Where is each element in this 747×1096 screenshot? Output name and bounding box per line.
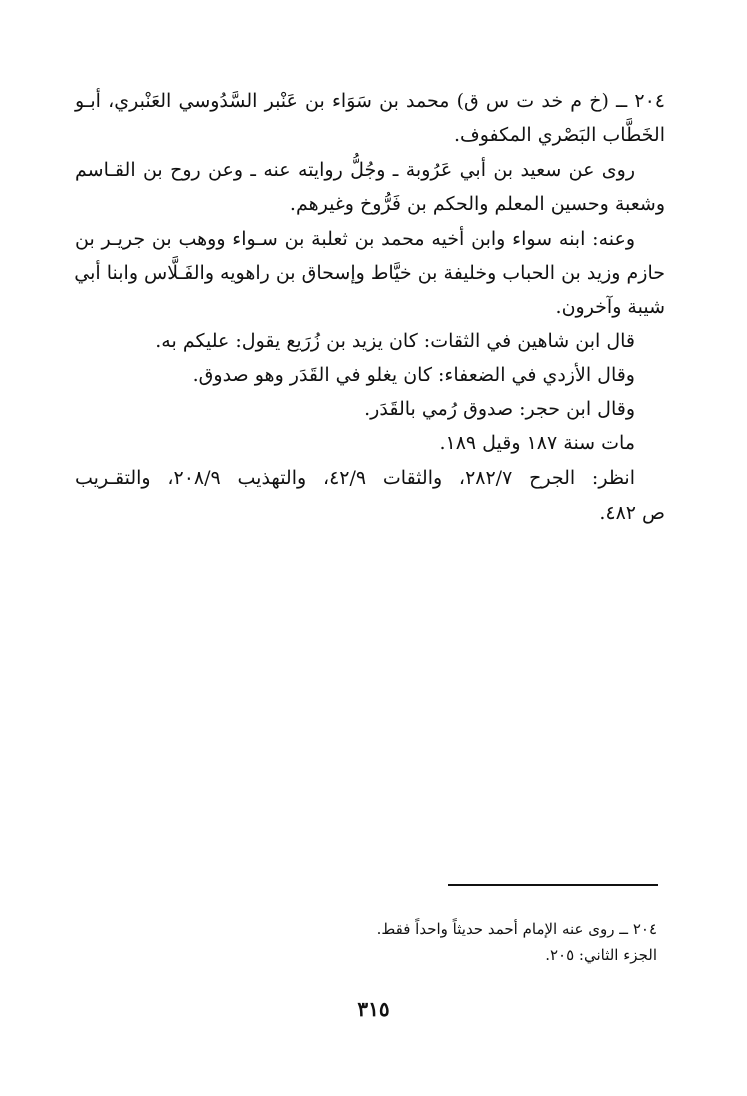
death-date-line: مات سنة ١٨٧ وقيل ١٨٩. <box>439 432 635 454</box>
ibn-shahin-quote: قال ابن شاهين في الثقات: كان يزيد بن زُرَيع يقول: عليكم به. <box>155 330 635 352</box>
narrators-line: وعنه: ابنه سواء وابن أخيه محمد بن ثعلبة بن سـواء ووهب بن جريـر بن <box>75 228 635 250</box>
page-number: ٣١٥ <box>357 997 390 1021</box>
footnote-line: ٢٠٤ ــ روى عنه الإمام أحمد حديثاً واحداً فقط. <box>376 920 657 938</box>
footnote-line-2: الجزء الثاني: ٢٠٥. <box>545 946 657 964</box>
narrated-from-line: روى عن سعيد بن أبي عَرُوبة ـ وجُلُّ روايته عنه ـ وعن روح بن القـاسم <box>75 159 635 181</box>
references-line: انظر: الجرح ٢٨٢/٧، والثقات ٤٢/٩، والتهذيب ٢٠٨/٩، والتقـريب <box>75 467 635 489</box>
entry-heading-line-2: الخَطَّاب البَصْري المكفوف. <box>453 124 665 146</box>
references-line-2: ص ٤٨٢. <box>599 502 665 524</box>
ibn-hajar-quote: وقال ابن حجر: صدوق رُمي بالقَدَر. <box>364 398 635 420</box>
narrators-line-3: شيبة وآخرون. <box>555 296 665 318</box>
narrators-line-2: حازم وزيد بن الحباب وخليفة بن خيَّاط وإسحاق بن راهويه والفَـلَّاس وابنا أبي <box>74 262 665 284</box>
footnote-separator <box>448 884 658 886</box>
narrated-from-line-2: وشعبة وحسين المعلم والحكم بن فَرُّوخ وغيرهم. <box>289 193 665 215</box>
azdi-quote: وقال الأزدي في الضعفاء: كان يغلو في القَدَر وهو صدوق. <box>192 364 635 386</box>
entry-heading-line: ٢٠٤ ــ (خ م خد ت س ق) محمد بن سَوَاء بن عَنْبر السَّدُوسي العَنْبري، أبـو <box>75 90 665 112</box>
